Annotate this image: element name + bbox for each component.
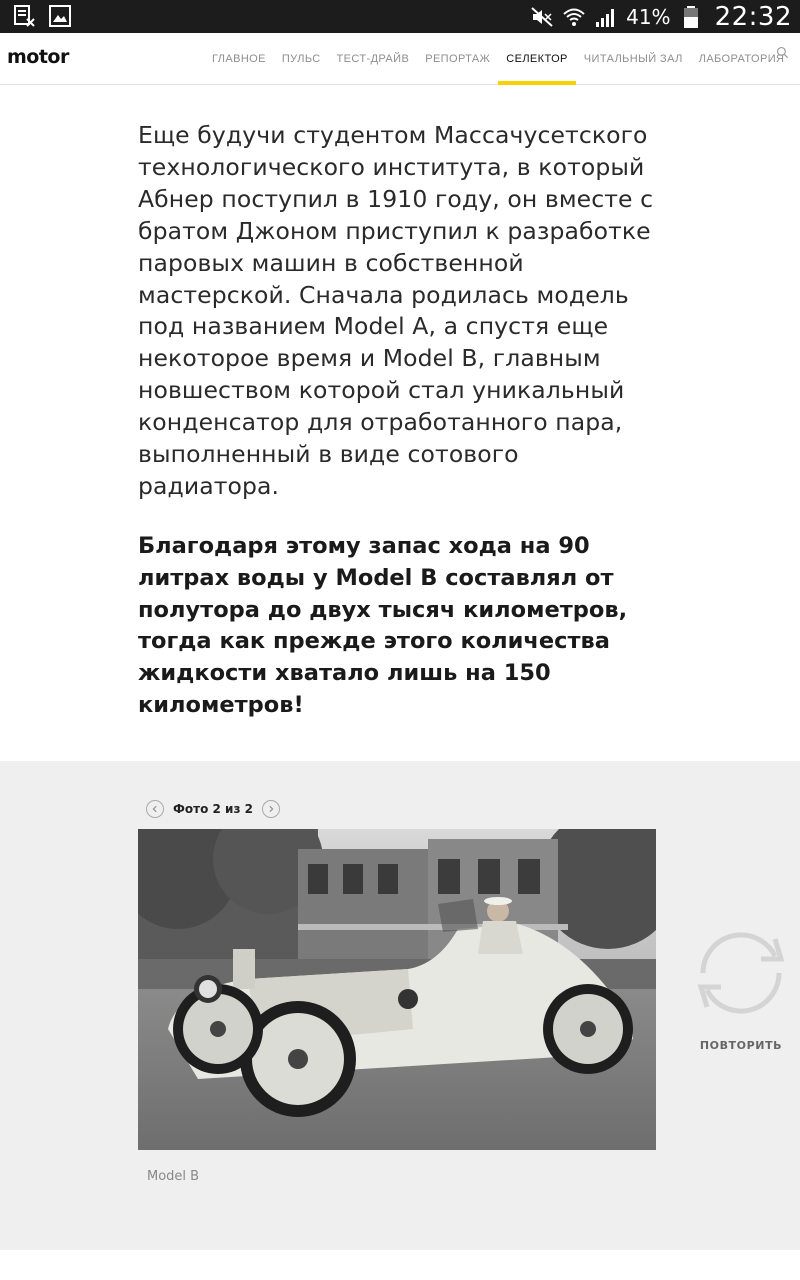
article-highlight: Благодаря этому запас хода на 90 литрах воды у Model B составлял от полутора до двух тысяч километров, тогда как прежде этого количества жидкости хватало лишь на 150 километров! [138,533,628,718]
repeat-icon[interactable] [689,921,793,1025]
nav-item-laboratoria[interactable]: ЛАБОРАТОРИЯ [698,53,785,65]
photo-gallery [0,761,800,1250]
repeat-button[interactable]: ПОВТОРИТЬ [699,1039,783,1052]
notification-image-icon [48,4,72,28]
search-icon[interactable] [776,45,794,63]
clock: 22:32 [714,1,792,32]
site-header [0,33,800,85]
nav-item-test-drive[interactable]: ТЕСТ-ДРАЙВ [336,53,410,65]
notification-screenshot-icon [12,4,36,28]
next-photo-button[interactable] [262,800,280,818]
nav-item-glavnoe[interactable]: ГЛАВНОЕ [212,53,266,65]
site-logo[interactable]: motor [7,46,69,68]
photo-counter: Фото 2 из 2 [173,802,253,816]
gallery-nav [146,799,280,819]
article-body [138,120,658,503]
nav-item-reportazh[interactable]: РЕПОРТАЖ [425,53,491,65]
status-bar [0,0,800,33]
battery-icon [679,5,703,29]
mute-icon [530,5,554,29]
photo-caption: Model B [147,1169,200,1184]
signal-icon [594,5,618,29]
prev-photo-button[interactable] [146,800,164,818]
nav-item-puls[interactable]: ПУЛЬС [281,53,321,65]
nav-item-selektor[interactable]: СЕЛЕКТОР [498,33,576,85]
wifi-icon [562,5,586,29]
nav-item-chitalny-zal[interactable]: ЧИТАЛЬНЫЙ ЗАЛ [583,53,683,65]
main-nav [204,33,792,85]
gallery-photo[interactable] [138,829,656,1150]
article-paragraph: Еще будучи студентом Массачусетского технологического института, в который Абнер поступил в 1910 году, он вместе с братом Джоном приступил к разработке паровых машин в собственной мастерской. Сначала родилась модель под названием Model A, а спустя еще некоторое время и Model B, главным новшеством которой стал уникальный конденсатор для отработанного пара, выполненный в виде сотового радиатора. [138,121,654,500]
battery-percent: 41% [626,4,671,29]
